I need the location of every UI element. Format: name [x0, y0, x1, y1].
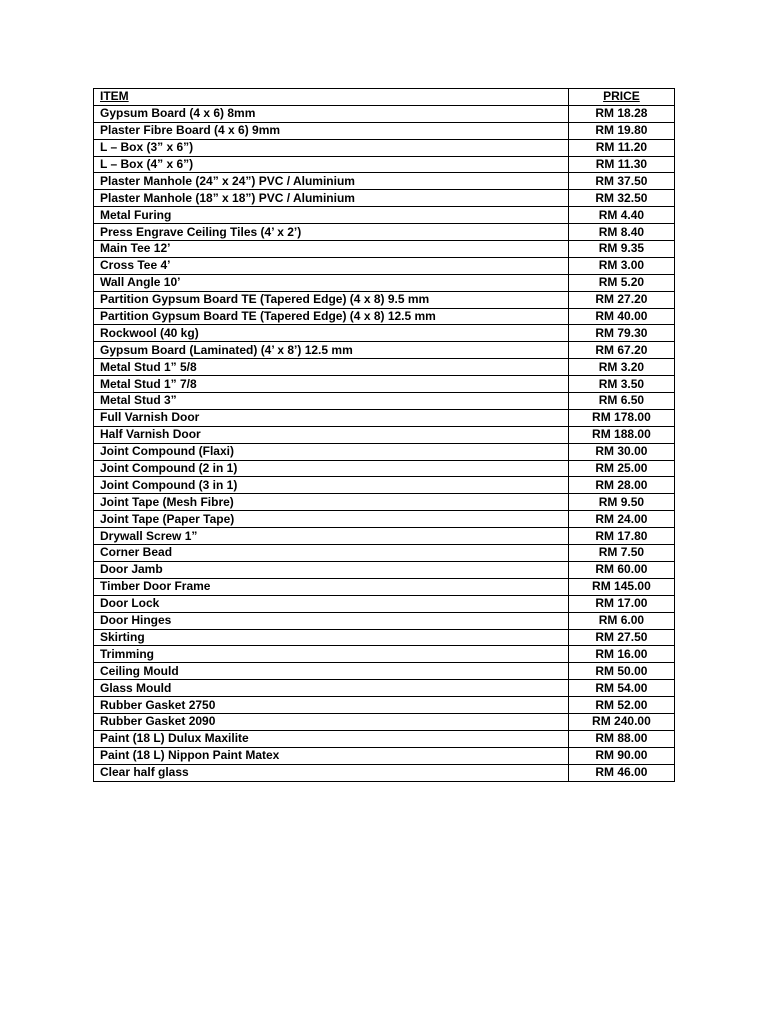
item-name-cell: Partition Gypsum Board TE (Tapered Edge) (4 x 8) 9.5 mm	[94, 291, 569, 308]
item-name-cell: Metal Stud 3”	[94, 393, 569, 410]
item-price-cell: RM 25.00	[568, 460, 674, 477]
item-price-cell: RM 9.35	[568, 241, 674, 258]
item-name-cell: Joint Tape (Paper Tape)	[94, 511, 569, 528]
item-name-cell: Metal Furing	[94, 207, 569, 224]
table-row	[94, 697, 675, 714]
price-list-table	[93, 88, 675, 782]
item-name-cell: Corner Bead	[94, 545, 569, 562]
item-name-cell: Joint Tape (Mesh Fibre)	[94, 494, 569, 511]
item-price-cell: RM 17.80	[568, 528, 674, 545]
table-row	[94, 713, 675, 730]
item-price-cell: RM 60.00	[568, 561, 674, 578]
item-price-cell: RM 24.00	[568, 511, 674, 528]
item-name-cell: Rubber Gasket 2090	[94, 713, 569, 730]
table-row	[94, 139, 675, 156]
table-row	[94, 190, 675, 207]
item-price-cell: RM 19.80	[568, 122, 674, 139]
table-row	[94, 359, 675, 376]
table-row	[94, 730, 675, 747]
table-row	[94, 612, 675, 629]
item-name-cell: Joint Compound (Flaxi)	[94, 443, 569, 460]
table-row	[94, 207, 675, 224]
item-name-cell: Metal Stud 1” 5/8	[94, 359, 569, 376]
table-row	[94, 122, 675, 139]
item-price-cell: RM 5.20	[568, 274, 674, 291]
item-name-cell: Partition Gypsum Board TE (Tapered Edge) (4 x 8) 12.5 mm	[94, 308, 569, 325]
table-row	[94, 325, 675, 342]
table-row	[94, 477, 675, 494]
item-price-cell: RM 50.00	[568, 663, 674, 680]
item-name-cell: Plaster Manhole (24” x 24”) PVC / Aluminium	[94, 173, 569, 190]
table-row	[94, 528, 675, 545]
item-price-cell: RM 8.40	[568, 224, 674, 241]
item-price-cell: RM 3.20	[568, 359, 674, 376]
table-row	[94, 494, 675, 511]
item-name-cell: Ceiling Mould	[94, 663, 569, 680]
item-name-cell: Cross Tee 4’	[94, 257, 569, 274]
item-price-cell: RM 32.50	[568, 190, 674, 207]
item-price-cell: RM 27.50	[568, 629, 674, 646]
item-price-cell: RM 240.00	[568, 713, 674, 730]
table-row	[94, 156, 675, 173]
table-row	[94, 595, 675, 612]
item-price-cell: RM 11.20	[568, 139, 674, 156]
item-name-cell: Trimming	[94, 646, 569, 663]
item-price-cell: RM 30.00	[568, 443, 674, 460]
table-row	[94, 545, 675, 562]
table-row	[94, 747, 675, 764]
table-row	[94, 308, 675, 325]
table-row	[94, 274, 675, 291]
item-price-cell: RM 145.00	[568, 578, 674, 595]
item-price-cell: RM 188.00	[568, 426, 674, 443]
table-row	[94, 646, 675, 663]
item-name-cell: Skirting	[94, 629, 569, 646]
item-price-cell: RM 54.00	[568, 680, 674, 697]
table-body	[94, 105, 675, 781]
item-name-cell: Main Tee 12’	[94, 241, 569, 258]
table-row	[94, 663, 675, 680]
table-row	[94, 426, 675, 443]
table-row	[94, 257, 675, 274]
item-name-cell: Drywall Screw 1”	[94, 528, 569, 545]
item-name-cell: L – Box (3” x 6”)	[94, 139, 569, 156]
item-price-cell: RM 88.00	[568, 730, 674, 747]
item-price-cell: RM 52.00	[568, 697, 674, 714]
table-row	[94, 224, 675, 241]
item-name-cell: Plaster Fibre Board (4 x 6) 9mm	[94, 122, 569, 139]
table-row	[94, 342, 675, 359]
item-name-cell: Paint (18 L) Nippon Paint Matex	[94, 747, 569, 764]
item-price-cell: RM 18.28	[568, 105, 674, 122]
table-row	[94, 511, 675, 528]
table-row	[94, 376, 675, 393]
item-name-cell: Metal Stud 1” 7/8	[94, 376, 569, 393]
item-name-cell: Paint (18 L) Dulux Maxilite	[94, 730, 569, 747]
item-name-cell: Wall Angle 10’	[94, 274, 569, 291]
item-price-cell: RM 37.50	[568, 173, 674, 190]
item-price-cell: RM 6.00	[568, 612, 674, 629]
table-row	[94, 561, 675, 578]
table-row	[94, 291, 675, 308]
item-name-cell: Joint Compound (2 in 1)	[94, 460, 569, 477]
table-row	[94, 105, 675, 122]
item-name-cell: Rubber Gasket 2750	[94, 697, 569, 714]
item-name-cell: Half Varnish Door	[94, 426, 569, 443]
item-name-cell: Press Engrave Ceiling Tiles (4’ x 2’)	[94, 224, 569, 241]
table-row	[94, 173, 675, 190]
table-row	[94, 393, 675, 410]
table-row	[94, 764, 675, 781]
item-price-cell: RM 11.30	[568, 156, 674, 173]
item-price-cell: RM 6.50	[568, 393, 674, 410]
table-row	[94, 443, 675, 460]
item-price-cell: RM 3.00	[568, 257, 674, 274]
item-name-cell: Clear half glass	[94, 764, 569, 781]
item-price-cell: RM 17.00	[568, 595, 674, 612]
item-price-cell: RM 27.20	[568, 291, 674, 308]
item-price-cell: RM 7.50	[568, 545, 674, 562]
item-name-cell: L – Box (4” x 6”)	[94, 156, 569, 173]
item-name-cell: Plaster Manhole (18” x 18”) PVC / Aluminium	[94, 190, 569, 207]
table-row	[94, 578, 675, 595]
item-price-cell: RM 3.50	[568, 376, 674, 393]
table-row	[94, 409, 675, 426]
item-name-cell: Gypsum Board (4 x 6) 8mm	[94, 105, 569, 122]
item-name-cell: Door Jamb	[94, 561, 569, 578]
table-header-row	[94, 89, 675, 106]
item-price-cell: RM 16.00	[568, 646, 674, 663]
item-price-cell: RM 90.00	[568, 747, 674, 764]
item-name-cell: Glass Mould	[94, 680, 569, 697]
item-price-cell: RM 67.20	[568, 342, 674, 359]
table-row	[94, 241, 675, 258]
table-row	[94, 460, 675, 477]
price-column-header: PRICE	[568, 89, 674, 106]
item-name-cell: Joint Compound (3 in 1)	[94, 477, 569, 494]
item-name-cell: Rockwool (40 kg)	[94, 325, 569, 342]
item-name-cell: Full Varnish Door	[94, 409, 569, 426]
item-price-cell: RM 46.00	[568, 764, 674, 781]
item-price-cell: RM 40.00	[568, 308, 674, 325]
item-price-cell: RM 4.40	[568, 207, 674, 224]
item-name-cell: Door Hinges	[94, 612, 569, 629]
table-row	[94, 680, 675, 697]
item-price-cell: RM 28.00	[568, 477, 674, 494]
item-name-cell: Gypsum Board (Laminated) (4’ x 8’) 12.5 mm	[94, 342, 569, 359]
item-price-cell: RM 9.50	[568, 494, 674, 511]
item-name-cell: Timber Door Frame	[94, 578, 569, 595]
table-row	[94, 629, 675, 646]
item-price-cell: RM 178.00	[568, 409, 674, 426]
item-name-cell: Door Lock	[94, 595, 569, 612]
item-price-cell: RM 79.30	[568, 325, 674, 342]
item-column-header: ITEM	[94, 89, 569, 106]
